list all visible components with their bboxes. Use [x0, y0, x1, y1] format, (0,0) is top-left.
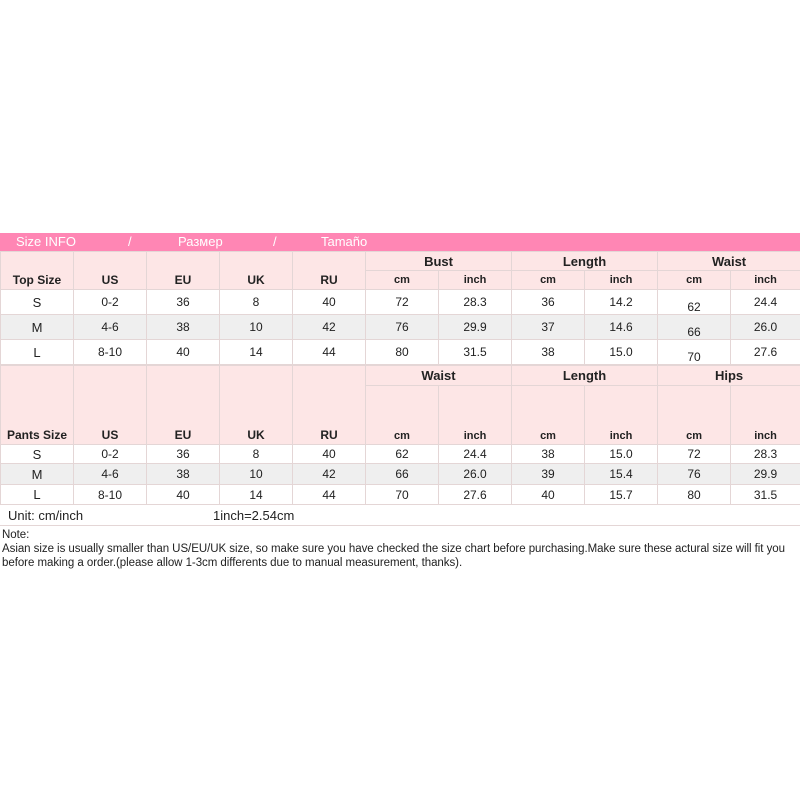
column-header: US: [74, 366, 147, 445]
ru-cell: 42: [293, 464, 366, 485]
sub-header: cm: [366, 386, 439, 445]
length-inch-cell: 15.0: [585, 445, 658, 464]
bust-cm-cell: 80: [366, 340, 439, 365]
ru-cell: 40: [293, 445, 366, 464]
waist-inch-cell: 26.0: [439, 464, 512, 485]
waist-inch-cell: 27.6: [439, 485, 512, 505]
waist-inch-cell: 26.0: [731, 315, 800, 340]
us-cell: 4-6: [74, 464, 147, 485]
group-header: Length: [512, 366, 658, 386]
eu-cell: 36: [147, 445, 220, 464]
sub-header: cm: [512, 271, 585, 290]
waist-cm-cell: 62: [366, 445, 439, 464]
unit-row: [0, 505, 800, 526]
unit-label: Unit: cm/inch: [8, 508, 84, 523]
uk-cell: 14: [220, 485, 293, 505]
us-cell: 0-2: [74, 445, 147, 464]
uk-cell: 14: [220, 340, 293, 365]
eu-cell: 36: [147, 290, 220, 315]
bust-inch-cell: 29.9: [439, 315, 512, 340]
top-size-label: Top Size: [1, 252, 74, 290]
size-cell: M: [1, 315, 74, 340]
table-row: [1, 340, 800, 365]
waist-cm-cell: [658, 340, 731, 365]
hips-cm-cell: 76: [658, 464, 731, 485]
column-header: RU: [293, 366, 366, 445]
banner-separator: /: [128, 234, 132, 249]
eu-cell: 38: [147, 464, 220, 485]
ru-cell: 42: [293, 315, 366, 340]
ru-cell: 44: [293, 340, 366, 365]
column-header: US: [74, 252, 147, 290]
length-cm-cell: 36: [512, 290, 585, 315]
waist-cm-cell: 66: [366, 464, 439, 485]
eu-cell: 38: [147, 315, 220, 340]
waist-cm-value: 62: [687, 300, 701, 314]
top-size-table: [0, 251, 800, 365]
uk-cell: 10: [220, 315, 293, 340]
waist-inch-cell: 27.6: [731, 340, 800, 365]
bust-cm-cell: 76: [366, 315, 439, 340]
length-inch-cell: 15.0: [585, 340, 658, 365]
note-block: [0, 526, 800, 570]
column-header: RU: [293, 252, 366, 290]
size-cell: L: [1, 340, 74, 365]
bust-inch-cell: 31.5: [439, 340, 512, 365]
size-cell: S: [1, 290, 74, 315]
us-cell: 8-10: [74, 340, 147, 365]
banner-title-ru: Размер: [178, 234, 223, 249]
waist-cm-value: 70: [687, 350, 701, 364]
sub-header: cm: [658, 386, 731, 445]
column-header: UK: [220, 252, 293, 290]
banner-separator: /: [273, 234, 277, 249]
length-cm-cell: 38: [512, 445, 585, 464]
banner-title: Size INFO: [16, 234, 76, 249]
group-header: Waist: [366, 366, 512, 386]
length-inch-cell: 15.7: [585, 485, 658, 505]
sub-header: inch: [731, 271, 800, 290]
table-row: [1, 290, 800, 315]
note-text: Asian size is usually smaller than US/EU/UK size, so make sure you have checked the size chart before purchasing.Make sure these actural size will fit you before making a order.(please allow 1-3cm differents due to manual measurement, thanks).: [2, 543, 785, 569]
pants-size-label: Pants Size: [1, 366, 74, 445]
size-chart: [0, 233, 800, 570]
waist-cm-cell: 70: [366, 485, 439, 505]
size-cell: L: [1, 485, 74, 505]
eu-cell: 40: [147, 340, 220, 365]
waist-cm-value: 66: [687, 325, 701, 339]
sub-header: inch: [439, 271, 512, 290]
sub-header: inch: [731, 386, 800, 445]
length-inch-cell: 15.4: [585, 464, 658, 485]
unit-conversion: 1inch=2.54cm: [213, 508, 295, 523]
us-cell: 8-10: [74, 485, 147, 505]
uk-cell: 8: [220, 290, 293, 315]
banner-title-es: Tamaño: [321, 234, 368, 249]
column-header: EU: [147, 366, 220, 445]
sub-header: cm: [366, 271, 439, 290]
sub-header: inch: [585, 271, 658, 290]
bust-cm-cell: 72: [366, 290, 439, 315]
table-row: [1, 485, 800, 505]
length-cm-cell: 39: [512, 464, 585, 485]
length-inch-cell: 14.2: [585, 290, 658, 315]
length-cm-cell: 40: [512, 485, 585, 505]
group-header: Bust: [366, 252, 512, 271]
hips-cm-cell: 80: [658, 485, 731, 505]
waist-cm-cell: [658, 290, 731, 315]
uk-cell: 8: [220, 445, 293, 464]
size-info-banner: [0, 233, 800, 251]
column-header: EU: [147, 252, 220, 290]
ru-cell: 44: [293, 485, 366, 505]
bust-inch-cell: 28.3: [439, 290, 512, 315]
group-header: Length: [512, 252, 658, 271]
group-header: Waist: [658, 252, 800, 271]
note-heading: Note:: [2, 529, 30, 541]
length-cm-cell: 38: [512, 340, 585, 365]
table-row: [1, 315, 800, 340]
waist-inch-cell: 24.4: [439, 445, 512, 464]
ru-cell: 40: [293, 290, 366, 315]
size-cell: S: [1, 445, 74, 464]
waist-inch-cell: 24.4: [731, 290, 800, 315]
hips-inch-cell: 28.3: [731, 445, 800, 464]
hips-inch-cell: 31.5: [731, 485, 800, 505]
pants-size-table: [0, 365, 800, 505]
length-inch-cell: 14.6: [585, 315, 658, 340]
waist-cm-cell: [658, 315, 731, 340]
column-header: UK: [220, 366, 293, 445]
group-header: Hips: [658, 366, 800, 386]
us-cell: 0-2: [74, 290, 147, 315]
sub-header: inch: [439, 386, 512, 445]
hips-cm-cell: 72: [658, 445, 731, 464]
size-cell: M: [1, 464, 74, 485]
table-row: [1, 445, 800, 464]
sub-header: cm: [658, 271, 731, 290]
sub-header: inch: [585, 386, 658, 445]
eu-cell: 40: [147, 485, 220, 505]
hips-inch-cell: 29.9: [731, 464, 800, 485]
uk-cell: 10: [220, 464, 293, 485]
table-row: [1, 464, 800, 485]
us-cell: 4-6: [74, 315, 147, 340]
sub-header: cm: [512, 386, 585, 445]
length-cm-cell: 37: [512, 315, 585, 340]
